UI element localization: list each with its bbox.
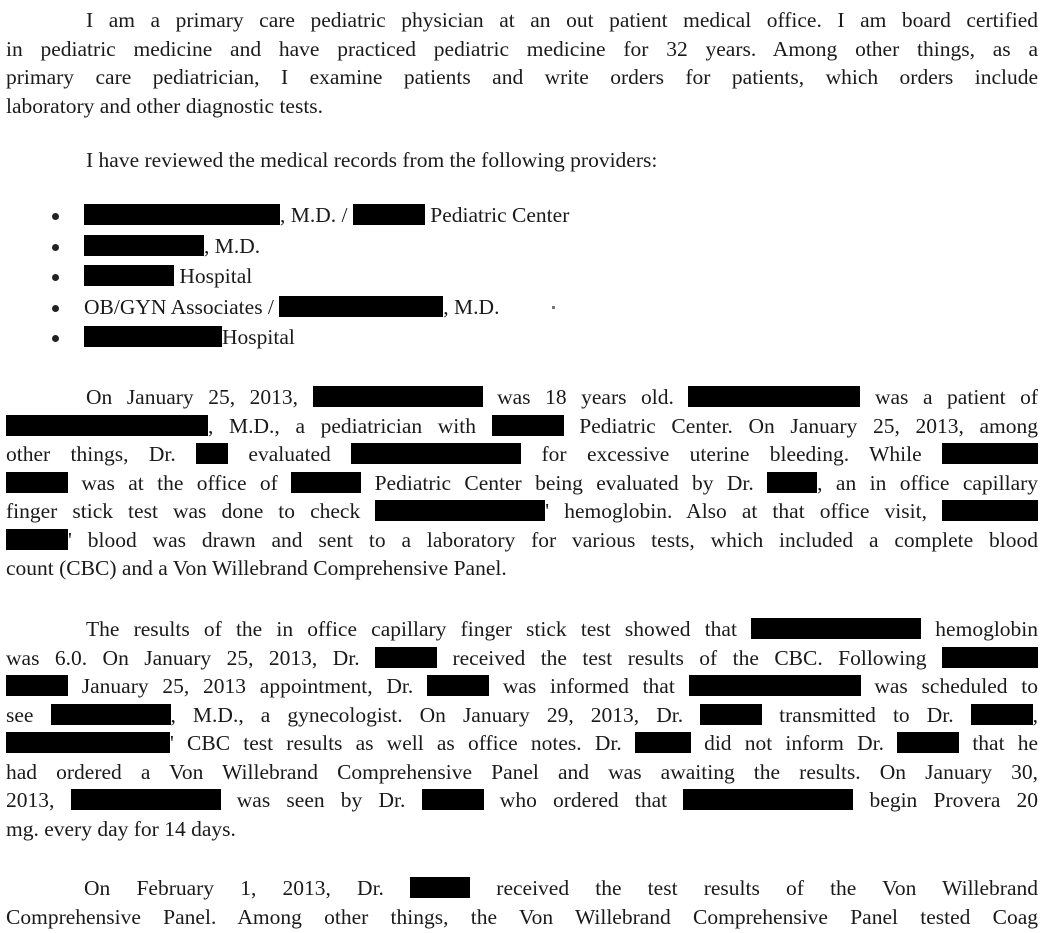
text-run: ' CBC test results as well as office notes. Dr.	[170, 731, 622, 755]
january-25-paragraph	[6, 383, 1038, 583]
text-run: January 25, 2013 appointment, Dr.	[81, 674, 414, 698]
redaction-box	[375, 647, 437, 668]
redaction-box	[897, 732, 959, 753]
text-run: who ordered that	[499, 788, 668, 812]
text-run: did not inform Dr.	[704, 731, 884, 755]
text-run: , M.D., a gynecologist. On January 29, 2013, Dr.	[170, 702, 684, 727]
redaction-box	[51, 704, 171, 725]
text-run: ' blood was drawn and sent to a laboratory for various tests, which included a complete blood	[68, 527, 1038, 552]
redaction-box	[427, 675, 489, 696]
text-run: received the test results of the Von Willebrand	[496, 876, 1038, 900]
redaction-box	[196, 443, 228, 464]
redaction-box	[971, 704, 1033, 725]
text-run: that he	[972, 731, 1038, 755]
redaction-box	[942, 443, 1038, 464]
text-run: finger stick test was done to check	[6, 499, 361, 523]
redaction-box	[84, 326, 222, 347]
text-line: had ordered a Von Willebrand Comprehensive Panel and was awaiting the results. On January 30,	[6, 759, 1038, 784]
text-run: hemoglobin	[935, 617, 1038, 641]
redaction-box	[410, 877, 470, 898]
text-run: received the test results of the CBC. Following	[452, 645, 927, 670]
text-line	[6, 383, 1038, 412]
text-run: On January 25, 2013,	[86, 385, 299, 409]
text-line: laboratory and other diagnostic tests.	[6, 93, 324, 118]
redaction-box	[84, 265, 174, 286]
text-line	[6, 412, 1038, 441]
text-run: was scheduled to	[874, 674, 1038, 698]
text-run: see	[6, 702, 34, 727]
text-run: ,	[1032, 702, 1038, 727]
february-1-paragraph	[6, 874, 1038, 931]
list-item-text: Hospital	[179, 264, 253, 288]
text-run: was informed that	[502, 674, 675, 698]
scan-speck	[552, 306, 555, 309]
bullet-icon	[52, 335, 59, 342]
bullet-icon	[52, 244, 59, 251]
list-item-text: , M.D. /	[280, 203, 348, 227]
redaction-box	[84, 235, 204, 256]
redaction-box	[6, 675, 68, 696]
text-line	[6, 644, 1038, 673]
text-run: Pediatric Center. On January 25, 2013, among	[579, 413, 1038, 438]
redaction-box	[689, 675, 861, 696]
text-line	[6, 440, 1038, 469]
review-paragraph	[6, 146, 1038, 175]
bullet-icon	[52, 213, 59, 220]
redaction-box	[700, 704, 762, 725]
redaction-box	[6, 472, 68, 493]
redaction-box	[351, 443, 521, 464]
text-run: Pediatric Center being evaluated by Dr.	[374, 470, 754, 495]
list-item-text: Pediatric Center	[430, 203, 570, 227]
redaction-box	[279, 296, 443, 317]
list-item-text: Hospital	[222, 325, 295, 349]
redaction-box	[6, 732, 170, 753]
text-run: The results of the in office capillary finger stick test showed that	[86, 617, 737, 641]
text-line: Comprehensive Panel. Among other things, the Von Willebrand Comprehensive Panel tested Coag	[6, 904, 1038, 929]
redaction-box	[683, 789, 853, 810]
intro-paragraph	[6, 6, 1038, 120]
redaction-box	[71, 789, 221, 810]
text-run: evaluated	[248, 442, 331, 466]
text-run: On February 1, 2013, Dr.	[84, 876, 384, 900]
bullet-icon	[52, 305, 59, 312]
redaction-box	[375, 500, 545, 521]
text-run: begin Provera 20	[869, 788, 1038, 812]
redaction-box	[492, 415, 564, 436]
text-run: ' hemoglobin. Also at that office visit,	[545, 499, 927, 523]
redaction-box	[422, 789, 484, 810]
redaction-box	[751, 618, 921, 639]
text-line	[6, 874, 1038, 903]
text-line	[6, 497, 1038, 526]
test-results-paragraph	[6, 615, 1038, 843]
text-run: was seen by Dr.	[236, 788, 406, 812]
redaction-box	[942, 500, 1038, 521]
text-run: was 6.0. On January 25, 2013, Dr.	[6, 645, 360, 670]
bullet-icon	[52, 274, 59, 281]
text-line	[6, 786, 1038, 815]
text-run: was at the office of	[81, 470, 278, 495]
text-run: was a patient of	[874, 385, 1038, 409]
redaction-box	[6, 529, 68, 550]
text-line: I have reviewed the medical records from the following providers:	[86, 148, 658, 172]
list-item-text: OB/GYN Associates /	[84, 294, 274, 319]
text-run: for excessive uterine bleeding. While	[541, 442, 922, 466]
redaction-box	[6, 415, 208, 436]
text-line	[6, 701, 1038, 730]
redaction-box	[942, 647, 1038, 668]
redaction-box	[353, 204, 425, 225]
text-run: , an in office capillary	[817, 470, 1038, 495]
redaction-box	[313, 386, 483, 407]
text-line: in pediatric medicine and have practiced pediatric medicine for 32 years. Among other things, as a	[6, 36, 1038, 61]
text-run: other things, Dr.	[6, 442, 176, 466]
text-run: , M.D., a pediatrician with	[208, 413, 476, 438]
redaction-box	[84, 204, 280, 225]
text-line: mg. every day for 14 days.	[6, 816, 236, 841]
text-line	[6, 729, 1038, 758]
text-line	[6, 672, 1038, 701]
text-run: 2013,	[6, 788, 55, 812]
text-line	[6, 469, 1038, 498]
text-line	[6, 615, 1038, 644]
text-run: transmitted to Dr.	[779, 702, 954, 727]
text-line: count (CBC) and a Von Willebrand Comprehensive Panel.	[6, 556, 507, 580]
text-line: I am a primary care pediatric physician at an out patient medical office. I am board certified	[86, 8, 1038, 32]
text-line: primary care pediatrician, I examine patients and write orders for patients, which orders include	[6, 65, 1038, 89]
redaction-box	[291, 472, 361, 493]
list-item-text: , M.D.	[204, 233, 261, 258]
text-run: was 18 years old.	[497, 385, 674, 409]
redaction-box	[635, 732, 691, 753]
redaction-box	[688, 386, 860, 407]
redaction-box	[767, 472, 817, 493]
list-item-text: , M.D.	[443, 294, 500, 319]
text-line	[6, 526, 1038, 555]
